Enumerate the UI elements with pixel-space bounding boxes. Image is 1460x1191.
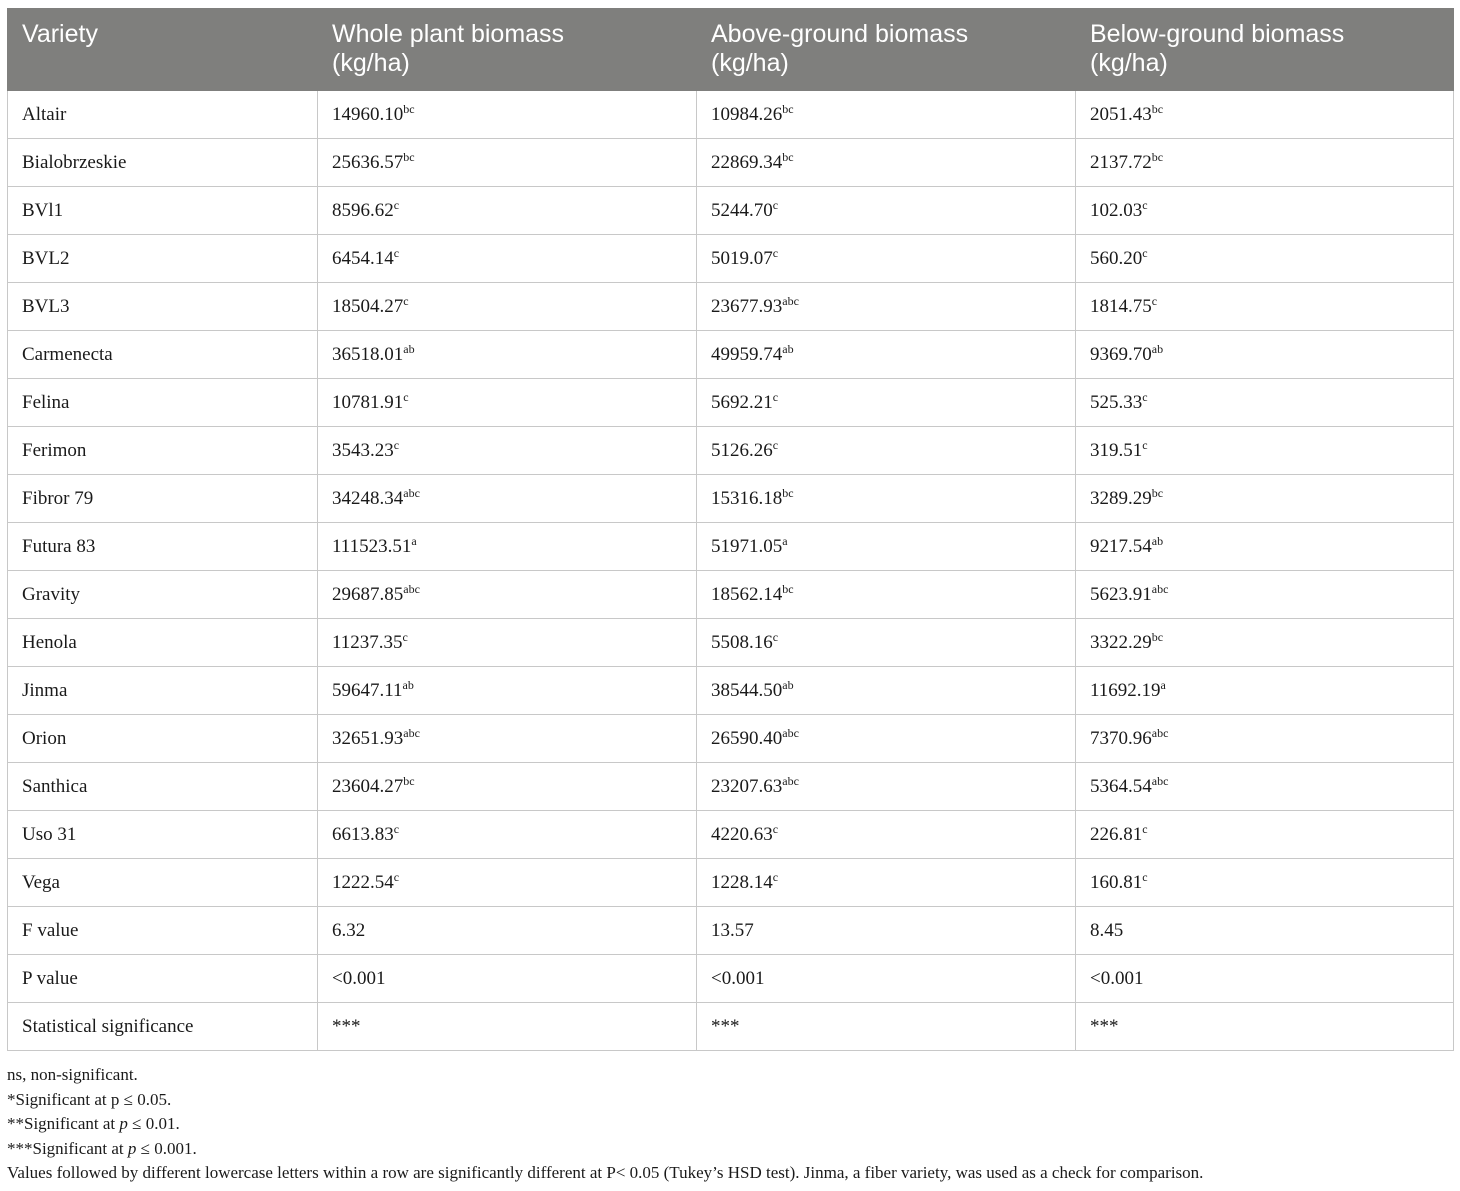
cell-value: 6.32	[332, 919, 366, 941]
value-cell	[318, 811, 697, 859]
cell-value: 3322.29	[1090, 631, 1152, 653]
note-significance-001	[7, 1112, 1453, 1137]
significance-letters: c	[402, 629, 408, 644]
significance-letters: a	[782, 533, 788, 548]
variety-cell: Fibror 79	[8, 475, 318, 523]
significance-letters: c	[772, 437, 779, 452]
significance-letters: c	[1142, 437, 1148, 452]
cell-value: ***	[711, 1015, 740, 1037]
table-row	[8, 523, 1454, 571]
variety-cell: BVL3	[8, 283, 318, 331]
cell-value: 11692.19	[1090, 679, 1161, 701]
significance-letters: c	[772, 821, 779, 836]
value-cell	[1076, 1003, 1454, 1051]
value-cell	[318, 427, 697, 475]
cell-value: ***	[1090, 1015, 1119, 1037]
column-header-line: Variety	[22, 20, 98, 48]
value-cell	[318, 571, 697, 619]
significance-letters: bc	[782, 149, 794, 164]
cell-value: 5364.54	[1090, 775, 1152, 797]
cell-value: 1228.14	[711, 871, 773, 893]
significance-letters: c	[772, 197, 779, 212]
cell-value: 10781.91	[332, 391, 404, 413]
cell-value: 9369.70	[1090, 343, 1152, 365]
cell-value: 15316.18	[711, 487, 783, 509]
cell-value: 8596.62	[332, 199, 394, 221]
cell-value: 8.45	[1090, 919, 1124, 941]
value-cell	[697, 1003, 1076, 1051]
variety-cell: Gravity	[8, 571, 318, 619]
table-row	[8, 571, 1454, 619]
note-significance-001-prefix: **Significant at	[7, 1114, 120, 1134]
cell-value: 111523.51	[332, 535, 412, 557]
value-cell	[697, 331, 1076, 379]
significance-letters: abc	[1151, 581, 1169, 596]
cell-value: 5623.91	[1090, 583, 1152, 605]
value-cell	[1076, 859, 1454, 907]
cell-value: 26590.40	[711, 727, 783, 749]
value-cell	[697, 763, 1076, 811]
cell-value: 2051.43	[1090, 103, 1152, 125]
variety-cell: Futura 83	[8, 523, 318, 571]
value-cell	[1076, 187, 1454, 235]
value-cell	[697, 139, 1076, 187]
value-cell	[697, 283, 1076, 331]
cell-value: 51971.05	[711, 535, 783, 557]
cell-value: 102.03	[1090, 199, 1143, 221]
value-cell	[318, 763, 697, 811]
value-cell	[1076, 283, 1454, 331]
value-cell	[1076, 379, 1454, 427]
table-header	[8, 9, 1454, 91]
cell-value: 32651.93	[332, 727, 404, 749]
value-cell	[697, 571, 1076, 619]
variety-cell: F value	[8, 907, 318, 955]
significance-letters: bc	[782, 485, 794, 500]
value-cell	[697, 619, 1076, 667]
significance-letters: a	[1160, 677, 1166, 692]
table-row	[8, 427, 1454, 475]
value-cell	[697, 187, 1076, 235]
cell-value: 6454.14	[332, 247, 394, 269]
variety-cell: Jinma	[8, 667, 318, 715]
biomass-table	[7, 8, 1454, 1051]
significance-letters: ab	[402, 677, 414, 692]
variety-cell: Ferimon	[8, 427, 318, 475]
cell-value: 525.33	[1090, 391, 1143, 413]
significance-letters: ab	[782, 341, 794, 356]
significance-letters: abc	[782, 293, 799, 308]
cell-value: 319.51	[1090, 439, 1143, 461]
value-cell	[1076, 763, 1454, 811]
variety-cell: Santhica	[8, 763, 318, 811]
significance-letters: bc	[782, 101, 794, 116]
value-cell	[1076, 907, 1454, 955]
significance-letters: bc	[403, 149, 415, 164]
cell-value: 7370.96	[1090, 727, 1152, 749]
table-row	[8, 91, 1454, 139]
cell-value: 5508.16	[711, 631, 773, 653]
significance-letters: abc	[782, 725, 799, 740]
cell-value: 5692.21	[711, 391, 773, 413]
significance-letters: c	[403, 293, 409, 308]
variety-cell: Carmenecta	[8, 331, 318, 379]
column-header-line: (kg/ha)	[1090, 49, 1168, 77]
variety-cell: Bialobrzeskie	[8, 139, 318, 187]
cell-value: 23207.63	[711, 775, 783, 797]
value-cell	[697, 427, 1076, 475]
cell-value: 5126.26	[711, 439, 773, 461]
value-cell	[697, 955, 1076, 1003]
value-cell	[697, 235, 1076, 283]
value-cell	[1076, 235, 1454, 283]
note-footnote: Values followed by different lowercase letters within a row are significantly different at P< 0.05 (Tukey’s HSD test). Jinma, a fiber variety, was used as a check for comparison.	[7, 1163, 1204, 1183]
note-ns: ns, non-significant.	[7, 1065, 138, 1084]
cell-value: ***	[332, 1015, 361, 1037]
significance-letters: ab	[403, 341, 415, 356]
value-cell	[697, 715, 1076, 763]
significance-letters: c	[393, 245, 400, 260]
cell-value: 5019.07	[711, 247, 773, 269]
cell-value: 11237.35	[332, 631, 403, 653]
column-header-line: (kg/ha)	[332, 49, 410, 77]
cell-value: 9217.54	[1090, 535, 1152, 557]
table-notes	[7, 1063, 1453, 1186]
table-row	[8, 763, 1454, 811]
table-row	[8, 715, 1454, 763]
value-cell	[318, 1003, 697, 1051]
cell-value: 226.81	[1090, 823, 1143, 845]
significance-letters: c	[393, 869, 400, 884]
significance-letters: c	[403, 389, 409, 404]
column-header-3	[1076, 9, 1454, 91]
table-row	[8, 139, 1454, 187]
significance-letters: c	[772, 245, 779, 260]
value-cell	[1076, 475, 1454, 523]
significance-letters: c	[393, 821, 400, 836]
column-header-line: (kg/ha)	[711, 49, 789, 77]
cell-value: 6613.83	[332, 823, 394, 845]
column-header-2	[697, 9, 1076, 91]
value-cell	[1076, 619, 1454, 667]
value-cell	[318, 907, 697, 955]
significance-letters: abc	[403, 485, 420, 500]
value-cell	[318, 667, 697, 715]
variety-cell: Felina	[8, 379, 318, 427]
value-cell	[318, 619, 697, 667]
cell-value: <0.001	[711, 967, 765, 989]
variety-cell: BVl1	[8, 187, 318, 235]
value-cell	[697, 475, 1076, 523]
header-row	[8, 9, 1454, 91]
cell-value: 22869.34	[711, 151, 783, 173]
significance-letters: bc	[1151, 101, 1164, 116]
significance-letters: abc	[1151, 773, 1169, 788]
column-header-line: Whole plant biomass	[332, 20, 565, 48]
cell-value: 160.81	[1090, 871, 1143, 893]
value-cell	[697, 859, 1076, 907]
note-significance-0001	[7, 1137, 1453, 1162]
value-cell	[1076, 571, 1454, 619]
table-row	[8, 907, 1454, 955]
significance-letters: ab	[1151, 533, 1164, 548]
cell-value: 29687.85	[332, 583, 404, 605]
cell-value: 2137.72	[1090, 151, 1152, 173]
table-row	[8, 955, 1454, 1003]
significance-letters: bc	[403, 773, 415, 788]
significance-letters: c	[772, 629, 779, 644]
value-cell	[318, 859, 697, 907]
table-row	[8, 235, 1454, 283]
value-cell	[697, 811, 1076, 859]
significance-letters: c	[772, 869, 779, 884]
significance-letters: c	[1142, 389, 1148, 404]
cell-value: 5244.70	[711, 199, 773, 221]
value-cell	[318, 139, 697, 187]
biomass-table-container	[7, 8, 1453, 1051]
table-row	[8, 811, 1454, 859]
cell-value: 23604.27	[332, 775, 404, 797]
cell-value: 4220.63	[711, 823, 773, 845]
value-cell	[697, 523, 1076, 571]
value-cell	[1076, 91, 1454, 139]
table-row	[8, 1003, 1454, 1051]
table-row	[8, 619, 1454, 667]
significance-letters: c	[393, 437, 400, 452]
column-header-0	[8, 9, 318, 91]
cell-value: 3289.29	[1090, 487, 1152, 509]
variety-cell: Orion	[8, 715, 318, 763]
table-row	[8, 859, 1454, 907]
significance-letters: c	[1142, 197, 1148, 212]
value-cell	[318, 91, 697, 139]
cell-value: 59647.11	[332, 679, 403, 701]
cell-value: <0.001	[332, 967, 386, 989]
value-cell	[697, 907, 1076, 955]
variety-cell: Altair	[8, 91, 318, 139]
significance-letters: c	[1151, 293, 1158, 308]
significance-letters: bc	[1151, 149, 1164, 164]
cell-value: 10984.26	[711, 103, 783, 125]
significance-letters: abc	[403, 725, 420, 740]
variety-cell: Henola	[8, 619, 318, 667]
cell-value: 49959.74	[711, 343, 783, 365]
note-significance-005: *Significant at p ≤ 0.05.	[7, 1089, 172, 1109]
value-cell	[318, 715, 697, 763]
value-cell	[318, 475, 697, 523]
significance-letters: ab	[782, 677, 794, 692]
value-cell	[318, 283, 697, 331]
significance-letters: a	[411, 533, 417, 548]
cell-value: 13.57	[711, 919, 754, 941]
value-cell	[697, 91, 1076, 139]
table-row	[8, 283, 1454, 331]
cell-value: 23677.93	[711, 295, 783, 317]
cell-value: 38544.50	[711, 679, 783, 701]
cell-value: 36518.01	[332, 343, 404, 365]
table-row	[8, 331, 1454, 379]
table-row	[8, 379, 1454, 427]
note-significance-0001-suffix: ≤ 0.001.	[136, 1138, 197, 1158]
column-header-line: Above-ground biomass	[711, 20, 969, 48]
variety-cell: BVL2	[8, 235, 318, 283]
cell-value: 560.20	[1090, 247, 1143, 269]
cell-value: 18504.27	[332, 295, 404, 317]
column-header-1	[318, 9, 697, 91]
significance-letters: bc	[782, 581, 794, 596]
value-cell	[697, 667, 1076, 715]
note-significance-0001-p: p	[127, 1138, 137, 1158]
value-cell	[318, 187, 697, 235]
cell-value: 18562.14	[711, 583, 783, 605]
note-significance-0001-prefix: ***Significant at	[7, 1138, 128, 1158]
value-cell	[318, 379, 697, 427]
note-significance-001-p: p	[119, 1114, 128, 1134]
table-body	[8, 91, 1454, 1051]
significance-letters: c	[1142, 245, 1148, 260]
cell-value: 1814.75	[1090, 295, 1152, 317]
significance-letters: bc	[1151, 485, 1164, 500]
value-cell	[318, 235, 697, 283]
value-cell	[1076, 955, 1454, 1003]
table-row	[8, 475, 1454, 523]
significance-letters: c	[1142, 821, 1148, 836]
value-cell	[1076, 715, 1454, 763]
variety-cell: Vega	[8, 859, 318, 907]
significance-letters: abc	[782, 773, 799, 788]
significance-letters: c	[772, 389, 779, 404]
column-header-line: Below-ground biomass	[1090, 20, 1345, 48]
variety-cell: Statistical significance	[8, 1003, 318, 1051]
value-cell	[697, 379, 1076, 427]
value-cell	[318, 955, 697, 1003]
value-cell	[318, 331, 697, 379]
significance-letters: bc	[1151, 629, 1164, 644]
cell-value: <0.001	[1090, 967, 1144, 989]
cell-value: 34248.34	[332, 487, 404, 509]
variety-cell: P value	[8, 955, 318, 1003]
table-row	[8, 667, 1454, 715]
cell-value: 1222.54	[332, 871, 394, 893]
value-cell	[1076, 427, 1454, 475]
variety-cell: Uso 31	[8, 811, 318, 859]
significance-letters: bc	[403, 101, 415, 116]
note-significance-001-suffix: ≤ 0.01.	[127, 1114, 180, 1134]
significance-letters: c	[393, 197, 400, 212]
value-cell	[1076, 667, 1454, 715]
table-row	[8, 187, 1454, 235]
significance-letters: abc	[1151, 725, 1169, 740]
cell-value: 3543.23	[332, 439, 394, 461]
cell-value: 25636.57	[332, 151, 404, 173]
value-cell	[1076, 331, 1454, 379]
value-cell	[1076, 139, 1454, 187]
value-cell	[318, 523, 697, 571]
significance-letters: c	[1142, 869, 1148, 884]
value-cell	[1076, 811, 1454, 859]
significance-letters: abc	[403, 581, 420, 596]
significance-letters: ab	[1151, 341, 1164, 356]
value-cell	[1076, 523, 1454, 571]
cell-value: 14960.10	[332, 103, 404, 125]
